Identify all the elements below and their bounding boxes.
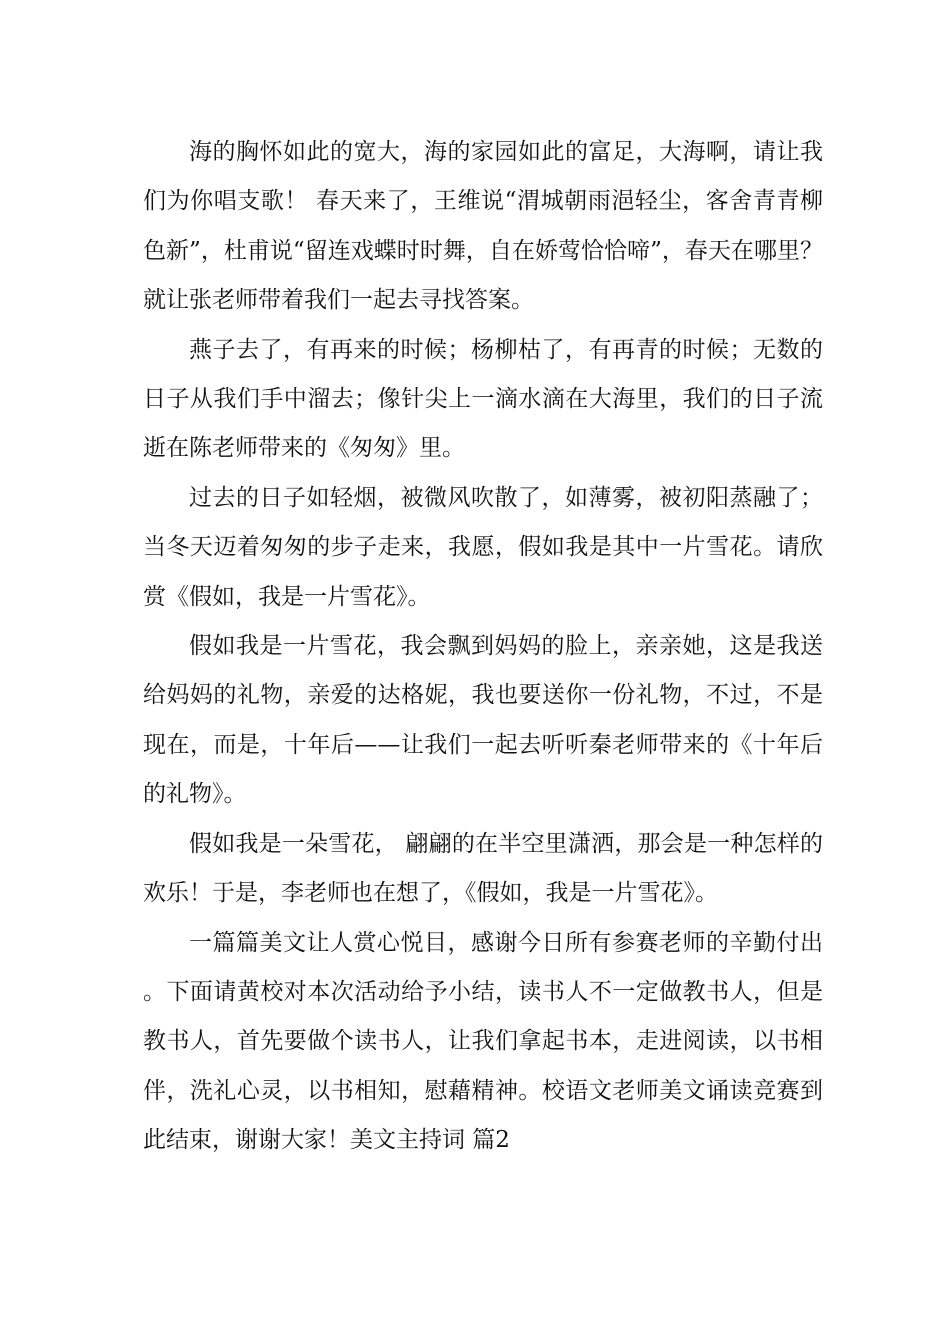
paragraph-3: 过去的日子如轻烟，被微风吹散了，如薄雾，被初阳蒸融了；当冬天迈着匆匆的步子走来，我愿，假如我是其中一片雪花。请欣赏《假如，我是一片雪花》。 [143, 484, 823, 610]
document-body [143, 128, 823, 1166]
paragraph-1: 海的胸怀如此的宽大，海的家园如此的富足，大海啊，请让我们为你唱支歌！ 春天来了，王维说“渭城朝雨浥轻尘，客舍青青柳色新”，杜甫说“留连戏蝶时时舞，自在娇莺恰恰啼”，春天在哪里？就让张老师带着我们一起去寻找答案。 [143, 139, 823, 314]
paragraph-5: 假如我是一朵雪花， 翩翩的在半空里潇洒，那会是一种怎样的欢乐！于是，李老师也在想了，《假如，我是一片雪花》。 [143, 830, 823, 907]
paragraph-6: 一篇篇美文让人赏心悦目，感谢今日所有参赛老师的辛勤付出。下面请黄校对本次活动给予小结，读书人不一定做教书人，但是教书人，首先要做个读书人，让我们拿起书本，走进阅读，以书相伴，洗礼心灵，以书相知，慰藉精神。校语文老师美文诵读竞赛到此结束，谢谢大家！美文主持词 篇2 [143, 929, 823, 1154]
paragraph-2: 燕子去了，有再来的时候；杨柳枯了，有再青的时候；无数的日子从我们手中溜去；像针尖上一滴水滴在大海里，我们的日子流逝在陈老师带来的《匆匆》里。 [143, 336, 823, 462]
paragraph-4: 假如我是一片雪花，我会飘到妈妈的脸上，亲亲她，这是我送给妈妈的礼物，亲爱的达格妮，我也要送你一份礼物，不过，不是现在，而是，十年后——让我们一起去听听秦老师带来的《十年后的礼物》。 [143, 633, 823, 808]
